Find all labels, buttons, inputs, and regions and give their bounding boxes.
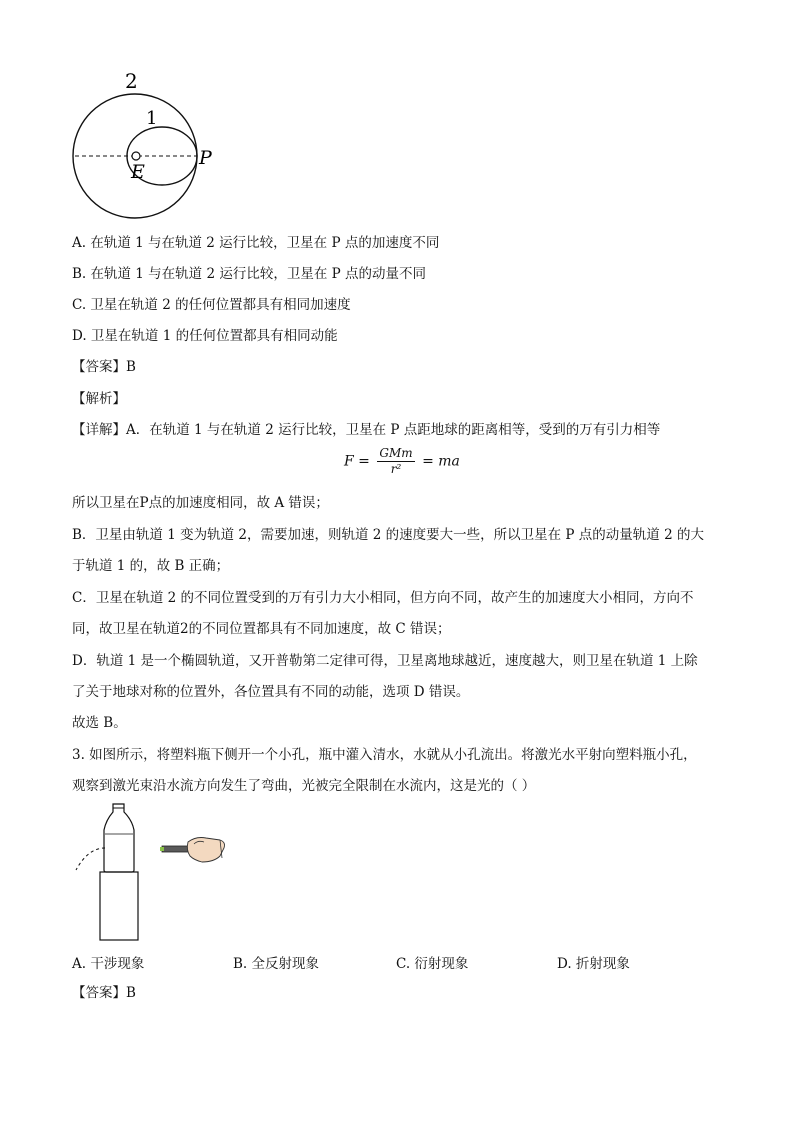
formula-lhs: F = [344, 453, 370, 470]
q2-detail-d1: D．轨道 1 是一个椭圆轨道，又开普勒第二定律可得，卫星离地球越近，速度越大，则卫星在轨道 1 上除 [72, 653, 698, 669]
q2-analysis-heading: 【解析】 [72, 391, 126, 407]
q2-detail-c1: C．卫星在轨道 2 的不同位置受到的万有引力大小相同，但方向不同，故产生的加速度大小相同，方向不 [72, 590, 694, 606]
q2-detail-a2: 所以卫星在P点的加速度相同，故 A 错误； [72, 495, 329, 511]
earth-dot [132, 152, 140, 160]
orbit-diagram [70, 66, 230, 226]
formula-numerator: GMm [379, 446, 413, 460]
water-stream [76, 848, 105, 870]
gravity-formula [344, 446, 460, 477]
bottle-laser-diagram [70, 800, 240, 945]
formula-fraction [377, 446, 414, 477]
q3-option-d: D. 折射现象 [557, 956, 630, 972]
q2-detail-b2: 于轨道 1 的，故 B 正确； [72, 558, 230, 574]
q2-conclusion: 故选 B。 [72, 715, 127, 731]
hand-icon [187, 838, 224, 863]
label-point-p: P [199, 147, 212, 169]
label-earth: E [131, 161, 145, 183]
q2-detail-a: 【详解】A．在轨道 1 与在轨道 2 运行比较，卫星在 P 点距地球的距离相等，受到的万有引力相等 [72, 422, 661, 438]
bottle-outline [104, 804, 134, 872]
laser-tip [160, 847, 164, 851]
q3-answer: 【答案】B [72, 985, 136, 1001]
stand-box [100, 872, 138, 940]
q3-option-a: A. 干涉现象 [72, 956, 145, 972]
q3-stem-line2: 观察到激光束沿水流方向发生了弯曲，光被完全限制在水流内，这是光的（ ） [72, 778, 536, 794]
q2-detail-b1: B．卫星由轨道 1 变为轨道 2，需要加速，则轨道 2 的速度要大一些，所以卫星在 P 点的动量轨道 2 的大 [72, 527, 704, 543]
q2-option-a: A. 在轨道 1 与在轨道 2 运行比较，卫星在 P 点的加速度不同 [72, 235, 440, 251]
label-orbit-2: 2 [125, 69, 138, 93]
q3-option-c: C. 衍射现象 [396, 956, 469, 972]
q3-stem-line1: 3. 如图所示，将塑料瓶下侧开一个小孔，瓶中灌入清水，水就从小孔流出。将激光水平射向塑料瓶小孔， [72, 747, 697, 763]
q2-option-b: B. 在轨道 1 与在轨道 2 运行比较，卫星在 P 点的动量不同 [72, 266, 427, 282]
q2-detail-d2: 了关于地球对称的位置外，各位置具有不同的动能，选项 D 错误。 [72, 684, 470, 700]
q2-answer: 【答案】B [72, 359, 136, 375]
label-orbit-1: 1 [146, 108, 158, 129]
formula-denominator: r² [390, 462, 402, 476]
q3-option-b: B. 全反射现象 [233, 956, 320, 972]
q2-option-d: D. 卫星在轨道 1 的任何位置都具有相同动能 [72, 328, 338, 344]
formula-rhs: = ma [422, 453, 460, 470]
q2-detail-c2: 同，故卫星在轨道2的不同位置都具有不同加速度，故 C 错误； [72, 621, 451, 637]
q2-option-c: C. 卫星在轨道 2 的任何位置都具有相同加速度 [72, 297, 351, 313]
